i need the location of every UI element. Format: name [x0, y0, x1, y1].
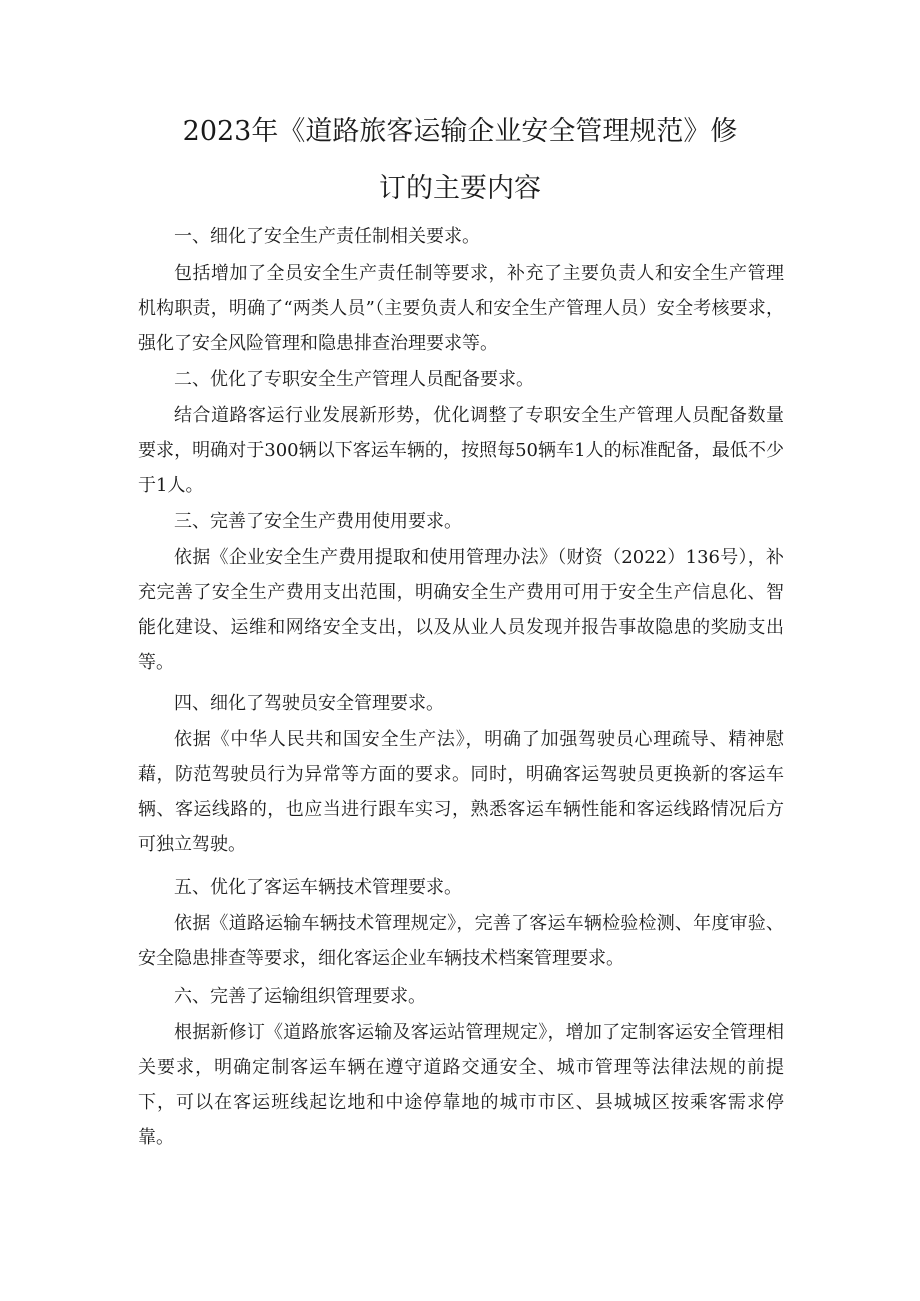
section-4-body: 依据《中华人民共和国安全生产法》，明确了加强驾驶员心理疏导、精神慰藉，防范驾驶员行为异常等方面的要求。同时，明确客运驾驶员更换新的客运车辆、客运线路的，也应当进行跟车实习，熟悉客运车辆性能和客运线路情况后方可独立驾驶。: [138, 729, 784, 855]
section-6-heading: 六、完善了运输组织管理要求。: [174, 986, 426, 1007]
section-5-heading: 五、优化了客运车辆技术管理要求。: [174, 877, 462, 898]
section-3-body: 依据《企业安全生产费用提取和使用管理办法》（财资（2022）136号），补充完善了安全生产费用支出范围，明确安全生产费用可用于安全生产信息化、智能化建设、运维和网络安全支出，以及从业人员发现并报告事故隐患的奖励支出等。: [138, 547, 784, 673]
section-5-body: 依据《道路运输车辆技术管理规定》，完善了客运车辆检验检测、年度审验、安全隐患排查等要求，细化客运企业车辆技术档案管理要求。: [138, 913, 784, 969]
section-6-body: 根据新修订《道路旅客运输及客运站管理规定》，增加了定制客运安全管理相关要求，明确定制客运车辆在遵守道路交通安全、城市管理等法律法规的前提下，可以在客运班线起讫地和中途停靠地的城市市区、县城城区按乘客需求停靠。: [138, 1022, 784, 1148]
section-3-heading: 三、完善了安全生产费用使用要求。: [174, 511, 462, 532]
section-1-heading: 一、细化了安全生产责任制相关要求。: [174, 226, 480, 247]
document-title-line-2: 订的主要内容: [379, 173, 541, 204]
section-4-heading: 四、细化了驾驶员安全管理要求。: [174, 693, 444, 714]
section-2-body: 结合道路客运行业发展新形势，优化调整了专职安全生产管理人员配备数量要求，明确对于300辆以下客运车辆的，按照每50辆车1人的标准配备，最低不少于1人。: [138, 405, 784, 496]
section-2-heading: 二、优化了专职安全生产管理人员配备要求。: [174, 369, 534, 390]
document-title-line-1: 2023年《道路旅客运输企业安全管理规范》修: [182, 116, 738, 147]
section-1-body: 包括增加了全员安全生产责任制等要求，补充了主要负责人和安全生产管理机构职责，明确了“两类人员”（主要负责人和安全生产管理人员）安全考核要求，强化了安全风险管理和隐患排查治理要求等。: [138, 263, 784, 354]
